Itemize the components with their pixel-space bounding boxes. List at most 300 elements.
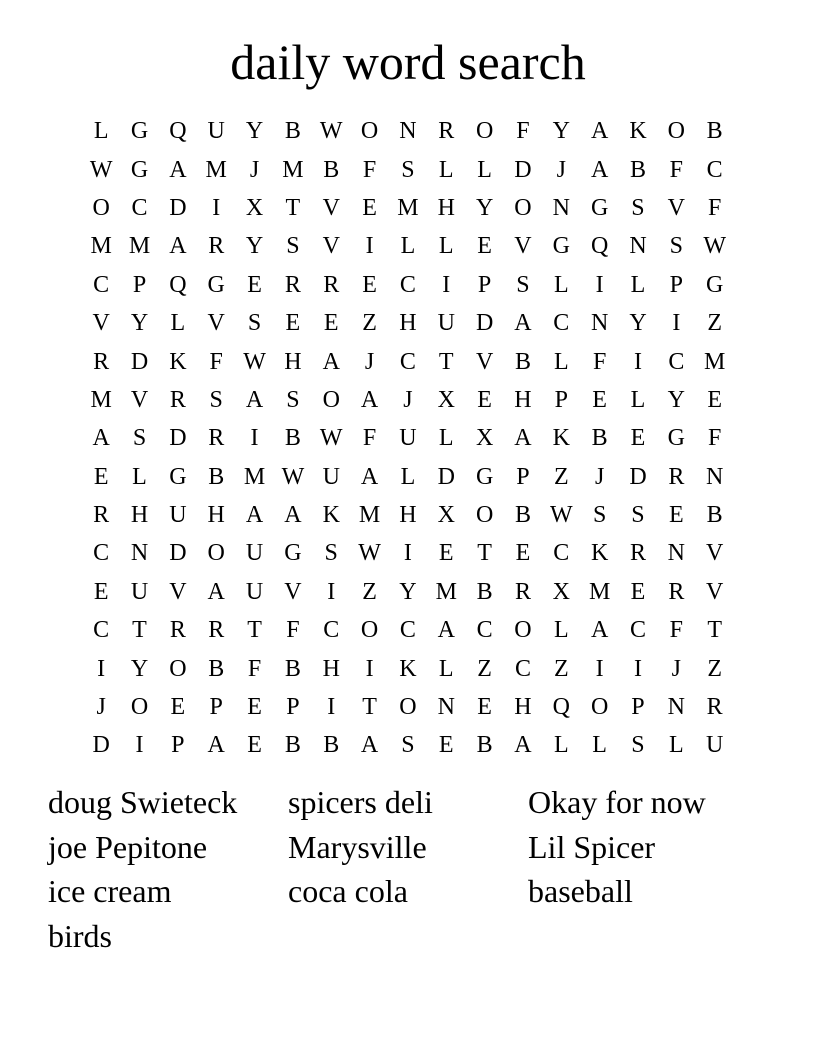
grid-row [82, 573, 734, 611]
letter-cell: A [360, 732, 379, 759]
letter-cell: M [588, 578, 611, 605]
letter-cell: Z [707, 310, 722, 337]
letter-cell: L [438, 655, 454, 682]
letter-cell: K [399, 655, 417, 682]
letter-cell: O [322, 386, 340, 413]
letter-cell: E [707, 386, 722, 413]
letter-cell: T [362, 694, 377, 721]
letter-cell: I [403, 540, 412, 567]
letter-cell: C [629, 617, 646, 644]
letter-cell: H [207, 502, 225, 529]
letter-cell: L [553, 271, 569, 298]
letter-cell: B [284, 655, 301, 682]
letter-cell: T [438, 348, 454, 375]
letter-cell: Y [399, 578, 417, 605]
letter-cell: I [633, 655, 642, 682]
letter-cell: S [132, 425, 147, 452]
letter-cell: G [475, 463, 494, 490]
letter-cell: H [399, 502, 417, 529]
letter-cell: H [399, 310, 417, 337]
letter-cell: N [590, 310, 609, 337]
letter-cell: B [284, 732, 301, 759]
letter-cell: C [668, 348, 685, 375]
letter-cell: O [399, 694, 417, 721]
letter-cell: E [515, 540, 531, 567]
letter-cell: D [130, 348, 149, 375]
letter-cell: S [401, 156, 415, 183]
letter-cell: R [208, 617, 225, 644]
letter-cell: N [130, 540, 149, 567]
letter-cell: Q [552, 694, 570, 721]
letter-cell: S [631, 732, 645, 759]
letter-cell: Z [477, 655, 492, 682]
letter-cell: N [552, 194, 570, 221]
letter-cell: Z [362, 578, 377, 605]
letter-cell: M [90, 386, 112, 413]
letter-cell: F [707, 425, 722, 452]
letter-cell: D [169, 194, 187, 221]
letter-cell: I [633, 348, 642, 375]
letter-cell: Z [362, 310, 377, 337]
letter-cell: A [92, 425, 110, 452]
letter-cell: N [399, 118, 417, 145]
letter-cell: N [667, 694, 685, 721]
letter-cell: X [475, 425, 494, 452]
letter-cell: F [247, 655, 262, 682]
letter-cell: R [169, 386, 186, 413]
letter-cell: B [629, 156, 646, 183]
letter-cell: R [93, 348, 110, 375]
letter-cell: L [438, 233, 454, 260]
letter-cell: C [399, 271, 416, 298]
letter-cell: A [245, 386, 264, 413]
letter-cell: T [285, 194, 301, 221]
letter-cell: V [322, 194, 340, 221]
letter-cell: Y [130, 310, 149, 337]
letter-cell: S [401, 732, 415, 759]
letter-cell: P [286, 694, 300, 721]
letter-cell: E [438, 540, 454, 567]
letter-cell: W [549, 502, 573, 529]
letter-cell: A [322, 348, 340, 375]
letter-cell: O [514, 194, 532, 221]
letter-cell: V [92, 310, 110, 337]
letter-cell: L [400, 233, 416, 260]
letter-cell: R [629, 540, 646, 567]
letter-cell: E [668, 502, 684, 529]
letter-cell: O [514, 617, 532, 644]
letter-cell: C [323, 617, 340, 644]
letter-cell: P [209, 694, 223, 721]
letter-cell: D [514, 156, 532, 183]
grid-row [82, 342, 734, 380]
letter-cell: G [284, 540, 302, 567]
letter-cell: R [668, 578, 685, 605]
letter-cell: G [207, 271, 225, 298]
letter-cell: Y [475, 194, 494, 221]
letter-cell: Y [667, 386, 685, 413]
letter-cell: R [438, 118, 455, 145]
letter-cell: Z [553, 463, 569, 490]
grid-row [82, 227, 734, 265]
letter-cell: V [322, 233, 340, 260]
letter-cell: E [477, 233, 492, 260]
letter-cell: E [93, 463, 109, 490]
letter-cell: E [630, 578, 646, 605]
letter-cell: I [327, 694, 336, 721]
letter-cell: O [590, 694, 609, 721]
letter-cell: M [704, 348, 726, 375]
letter-cell: O [667, 118, 685, 145]
word-list-item: ice cream [48, 873, 172, 910]
letter-cell: R [169, 617, 186, 644]
letter-cell: H [514, 694, 532, 721]
letter-cell: C [399, 348, 416, 375]
letter-cell: E [247, 732, 262, 759]
letter-cell: J [556, 156, 566, 183]
letter-cell: U [706, 732, 724, 759]
grid-row [82, 458, 734, 496]
letter-cell: M [128, 233, 151, 260]
letter-cell: R [514, 578, 531, 605]
letter-cell: I [672, 310, 681, 337]
letter-cell: H [284, 348, 302, 375]
letter-cell: I [212, 194, 221, 221]
letter-cell: S [592, 502, 607, 529]
letter-cell: O [169, 655, 187, 682]
letter-cell: K [629, 118, 647, 145]
letter-cell: A [514, 732, 532, 759]
word-list [48, 780, 768, 959]
letter-cell: L [553, 348, 569, 375]
letter-cell: F [707, 194, 722, 221]
letter-cell: D [437, 463, 455, 490]
grid-row [82, 534, 734, 572]
letter-cell: J [403, 386, 413, 413]
letter-cell: V [667, 194, 685, 221]
word-list-item: baseball [528, 873, 633, 910]
word-list-item: Marysville [288, 828, 427, 865]
letter-cell: B [323, 732, 340, 759]
letter-cell: G [552, 233, 570, 260]
letter-cell: E [477, 386, 492, 413]
letter-cell: F [516, 118, 530, 145]
letter-cell: W [281, 463, 305, 490]
letter-cell: G [169, 463, 187, 490]
letter-cell: S [286, 233, 300, 260]
letter-cell: W [319, 118, 343, 145]
letter-cell: J [594, 463, 605, 490]
letter-cell: L [477, 156, 492, 183]
letter-cell: F [669, 617, 683, 644]
letter-cell: Q [590, 233, 609, 260]
letter-cell: U [245, 578, 264, 605]
letter-cell: G [130, 156, 149, 183]
letter-cell: O [475, 502, 494, 529]
letter-cell: A [360, 463, 379, 490]
letter-cell: V [706, 540, 724, 567]
letter-cell: I [595, 655, 604, 682]
letter-cell: I [365, 233, 374, 260]
letter-cell: K [322, 502, 340, 529]
letter-cell: O [475, 118, 494, 145]
letter-cell: A [590, 118, 609, 145]
letter-cell: R [93, 502, 110, 529]
letter-cell: O [360, 617, 379, 644]
grid-row [82, 649, 734, 687]
letter-cell: A [169, 233, 187, 260]
letter-cell: U [245, 540, 264, 567]
letter-cell: T [477, 540, 492, 567]
letter-cell: O [130, 694, 149, 721]
letter-cell: I [327, 578, 336, 605]
letter-cell: U [130, 578, 149, 605]
letter-cell: A [284, 502, 302, 529]
page-title: daily word search [230, 34, 586, 90]
word-list-item: spicers deli [288, 784, 433, 820]
grid-row [82, 150, 734, 188]
letter-cell: A [207, 578, 225, 605]
letter-cell: B [591, 425, 608, 452]
letter-cell: F [669, 156, 683, 183]
letter-cell: R [668, 463, 685, 490]
letter-cell: L [630, 271, 646, 298]
letter-cell: V [706, 578, 724, 605]
letter-cell: E [93, 578, 109, 605]
letter-cell: L [592, 732, 607, 759]
word-list-item: coca cola [288, 873, 408, 910]
letter-cell: B [514, 348, 531, 375]
letter-cell: Y [629, 310, 647, 337]
grid-row [82, 381, 734, 419]
letter-cell: O [360, 118, 379, 145]
letter-cell: E [362, 271, 377, 298]
letter-cell: M [205, 156, 227, 183]
letter-cell: Q [169, 118, 187, 145]
grid-row [82, 688, 734, 726]
letter-cell: A [514, 310, 532, 337]
letter-cell: R [208, 233, 225, 260]
letter-cell: L [438, 156, 454, 183]
word-list-item: doug Swieteck [48, 784, 238, 820]
letter-cell: U [169, 502, 187, 529]
grid-row [82, 496, 734, 534]
letter-cell: L [438, 425, 454, 452]
grid-row [82, 189, 734, 227]
letter-cell: C [93, 617, 110, 644]
letter-cell: P [171, 732, 185, 759]
letter-cell: P [669, 271, 683, 298]
letter-cell: G [590, 194, 609, 221]
letter-cell: I [595, 271, 604, 298]
letter-cell: R [208, 425, 225, 452]
letter-cell: A [207, 732, 225, 759]
letter-cell: G [667, 425, 685, 452]
letter-cell: E [323, 310, 339, 337]
letter-cell: S [209, 386, 223, 413]
letter-cell: V [169, 578, 187, 605]
letter-cell: F [362, 425, 377, 452]
letter-cell: A [245, 502, 264, 529]
letter-cell: K [169, 348, 187, 375]
letter-cell: G [706, 271, 724, 298]
letter-cell: J [96, 694, 106, 721]
letter-cell: M [435, 578, 457, 605]
letter-cell: Y [552, 118, 570, 145]
letter-cell: H [322, 655, 340, 682]
letter-cell: N [706, 463, 724, 490]
grid-row [82, 611, 734, 649]
letter-cell: G [130, 118, 149, 145]
letter-cell: E [247, 694, 262, 721]
letter-cell: U [322, 463, 340, 490]
letter-cell: F [286, 617, 300, 644]
letter-cell: L [553, 732, 569, 759]
letter-cell: X [245, 194, 264, 221]
letter-cell: W [89, 156, 113, 183]
letter-cell: P [477, 271, 492, 298]
letter-cell: I [365, 655, 374, 682]
letter-cell: J [671, 655, 681, 682]
letter-cell: A [169, 156, 187, 183]
letter-cell: S [286, 386, 300, 413]
letter-cell: H [437, 194, 455, 221]
letter-cell: L [132, 463, 147, 490]
letter-cell: B [514, 502, 531, 529]
letter-cell: E [247, 271, 262, 298]
letter-cell: B [208, 463, 225, 490]
word-list-item: joe Pepitone [48, 828, 208, 865]
letter-cell: E [630, 425, 646, 452]
letter-cell: B [476, 578, 493, 605]
letter-cell: V [475, 348, 494, 375]
letter-cell: T [707, 617, 722, 644]
letter-cell: C [131, 194, 148, 221]
letter-cell: B [706, 502, 723, 529]
letter-cell: P [516, 463, 530, 490]
letter-cell: D [475, 310, 494, 337]
letter-cell: N [667, 540, 685, 567]
letter-cell: R [284, 271, 301, 298]
letter-cell: C [706, 156, 723, 183]
letter-cell: S [324, 540, 338, 567]
letter-cell: B [476, 732, 493, 759]
letter-cell: E [592, 386, 607, 413]
letter-cell: I [442, 271, 451, 298]
letter-cell: L [553, 617, 569, 644]
letter-cell: F [362, 156, 377, 183]
letter-cell: Z [553, 655, 569, 682]
letter-cell: P [554, 386, 568, 413]
letter-cell: W [358, 540, 381, 567]
letter-cell: F [209, 348, 223, 375]
letter-cell: P [631, 694, 645, 721]
letter-cell: T [247, 617, 262, 644]
letter-cell: Y [130, 655, 149, 682]
letter-cell: A [590, 156, 609, 183]
word-list-item: Okay for now [528, 784, 706, 820]
letter-cell: R [706, 694, 723, 721]
letter-cell: E [170, 694, 186, 721]
letter-cell: C [93, 540, 110, 567]
letter-cell: F [592, 348, 607, 375]
letter-cell: P [132, 271, 147, 298]
grid-row [82, 304, 734, 342]
letter-cell: C [514, 655, 531, 682]
letter-cell: X [552, 578, 570, 605]
grid-row [82, 266, 734, 304]
letter-cell: R [323, 271, 340, 298]
letter-cell: V [207, 310, 225, 337]
letter-cell: V [130, 386, 149, 413]
grid-row [82, 419, 734, 457]
letter-cell: L [170, 310, 186, 337]
letter-cell: C [553, 310, 570, 337]
letter-cell: O [92, 194, 110, 221]
letter-cell: I [97, 655, 106, 682]
letter-cell: W [243, 348, 266, 375]
grid-row [82, 112, 734, 150]
letter-cell: I [135, 732, 144, 759]
letter-cell: U [207, 118, 225, 145]
letter-cell: O [207, 540, 225, 567]
letter-cell: M [358, 502, 381, 529]
letter-cell: H [514, 386, 532, 413]
letter-cell: Y [245, 118, 264, 145]
letter-cell: M [282, 156, 304, 183]
letter-cell: C [476, 617, 493, 644]
letter-cell: L [400, 463, 416, 490]
letter-cell: D [92, 732, 110, 759]
letter-cell: B [706, 118, 723, 145]
letter-cell: B [284, 425, 301, 452]
letter-cell: K [590, 540, 609, 567]
letter-cell: A [590, 617, 609, 644]
letter-cell: W [319, 425, 343, 452]
letter-cell: V [514, 233, 532, 260]
letter-cell: D [169, 425, 187, 452]
letter-cell: S [247, 310, 262, 337]
grid-row [82, 726, 734, 764]
letter-cell: U [437, 310, 455, 337]
letter-cell: C [93, 271, 110, 298]
letter-cell: L [93, 118, 109, 145]
letter-cell: A [437, 617, 455, 644]
letter-cell: C [553, 540, 570, 567]
letter-cell: U [399, 425, 417, 452]
letter-cell: M [397, 194, 419, 221]
letter-cell: X [437, 386, 455, 413]
letter-cell: E [438, 732, 454, 759]
letter-cell: A [514, 425, 532, 452]
letter-cell: K [552, 425, 570, 452]
letter-cell: E [285, 310, 301, 337]
letter-cell: C [399, 617, 416, 644]
letter-cell: I [250, 425, 259, 452]
letter-cell: M [90, 233, 112, 260]
letter-cell: B [284, 118, 301, 145]
letter-cell: T [132, 617, 147, 644]
letter-cell: Y [245, 233, 264, 260]
word-list-item: birds [48, 918, 112, 955]
letter-cell: Q [169, 271, 187, 298]
letter-cell: Z [707, 655, 722, 682]
letter-cell: N [629, 233, 647, 260]
letter-cell: N [437, 694, 455, 721]
letter-cell: E [477, 694, 492, 721]
letter-cell: S [631, 194, 645, 221]
word-list-item: Lil Spicer [528, 828, 656, 865]
